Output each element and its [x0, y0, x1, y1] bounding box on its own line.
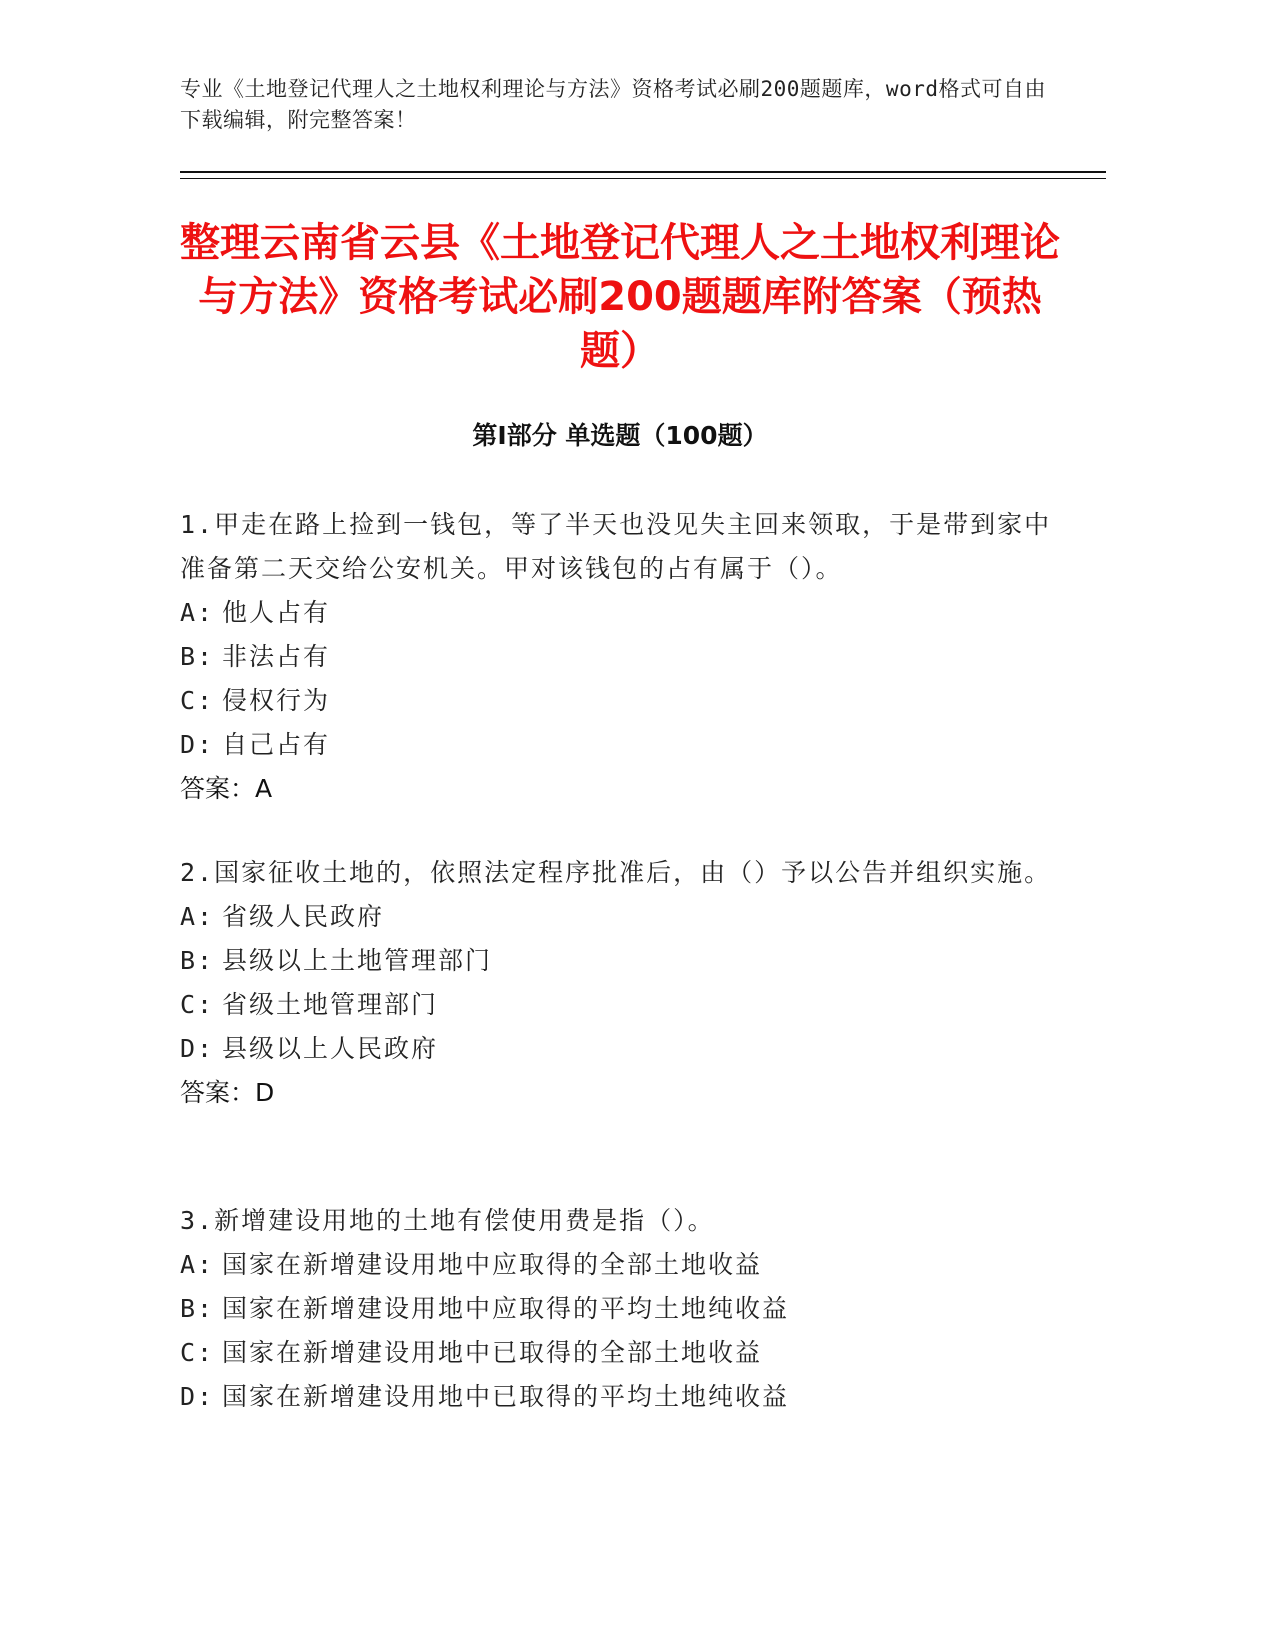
option-c [180, 679, 1060, 723]
section-heading: 第Ⅰ部分 单选题（100题） [472, 421, 768, 450]
option-b [180, 635, 1060, 679]
question-stem: 2.国家征收土地的，依照法定程序批准后，由（）予以公告并组织实施。 [180, 858, 1052, 887]
answer-line: 答案：D [180, 1078, 275, 1107]
option-b [180, 1287, 1060, 1331]
question-stem: 1.甲走在路上捡到一钱包，等了半天也没见失主回来领取，于是带到家中准备第二天交给公安机关。甲对该钱包的占有属于（）。 [180, 510, 1052, 583]
question-2 [180, 851, 1060, 1115]
option-d [180, 1027, 1060, 1071]
option-text: 自己占有 [222, 730, 331, 759]
option-b [180, 939, 1060, 983]
option-letter: D: [180, 1034, 215, 1063]
header-divider-thin [180, 178, 1106, 179]
option-text: 国家在新增建设用地中已取得的平均土地纯收益 [222, 1382, 790, 1411]
question-stem: 3.新增建设用地的土地有偿使用费是指（）。 [180, 1206, 715, 1235]
document-title: 整理云南省云县《土地登记代理人之土地权利理论与方法》资格考试必刷200题题库附答案（预热题） [180, 220, 1060, 374]
option-d [180, 1375, 1060, 1419]
option-text: 他人占有 [222, 598, 331, 627]
option-text: 国家在新增建设用地中已取得的全部土地收益 [222, 1338, 763, 1367]
option-d [180, 723, 1060, 767]
option-a [180, 895, 1060, 939]
option-text: 非法占有 [222, 642, 331, 671]
option-letter: C: [180, 1338, 215, 1367]
option-letter: C: [180, 990, 215, 1019]
option-letter: B: [180, 946, 215, 975]
header-divider-thick [180, 171, 1106, 173]
option-text: 国家在新增建设用地中应取得的平均土地纯收益 [222, 1294, 790, 1323]
answer-line: 答案：A [180, 774, 273, 803]
option-letter: A: [180, 902, 215, 931]
option-text: 省级土地管理部门 [222, 990, 439, 1019]
question-3 [180, 1199, 1060, 1419]
option-text: 县级以上人民政府 [222, 1034, 439, 1063]
option-letter: B: [180, 642, 215, 671]
option-text: 国家在新增建设用地中应取得的全部土地收益 [222, 1250, 763, 1279]
option-letter: A: [180, 598, 215, 627]
option-c [180, 983, 1060, 1027]
question-1 [180, 503, 1060, 811]
option-letter: D: [180, 1382, 215, 1411]
option-a [180, 1243, 1060, 1287]
option-letter: C: [180, 686, 215, 715]
option-letter: A: [180, 1250, 215, 1279]
option-c [180, 1331, 1060, 1375]
option-text: 省级人民政府 [222, 902, 385, 931]
option-letter: D: [180, 730, 215, 759]
option-a [180, 591, 1060, 635]
option-letter: B: [180, 1294, 215, 1323]
option-text: 县级以上土地管理部门 [222, 946, 493, 975]
header-note: 专业《土地登记代理人之土地权利理论与方法》资格考试必刷200题题库，word格式可自由下载编辑，附完整答案！ [180, 77, 1046, 132]
option-text: 侵权行为 [222, 686, 331, 715]
